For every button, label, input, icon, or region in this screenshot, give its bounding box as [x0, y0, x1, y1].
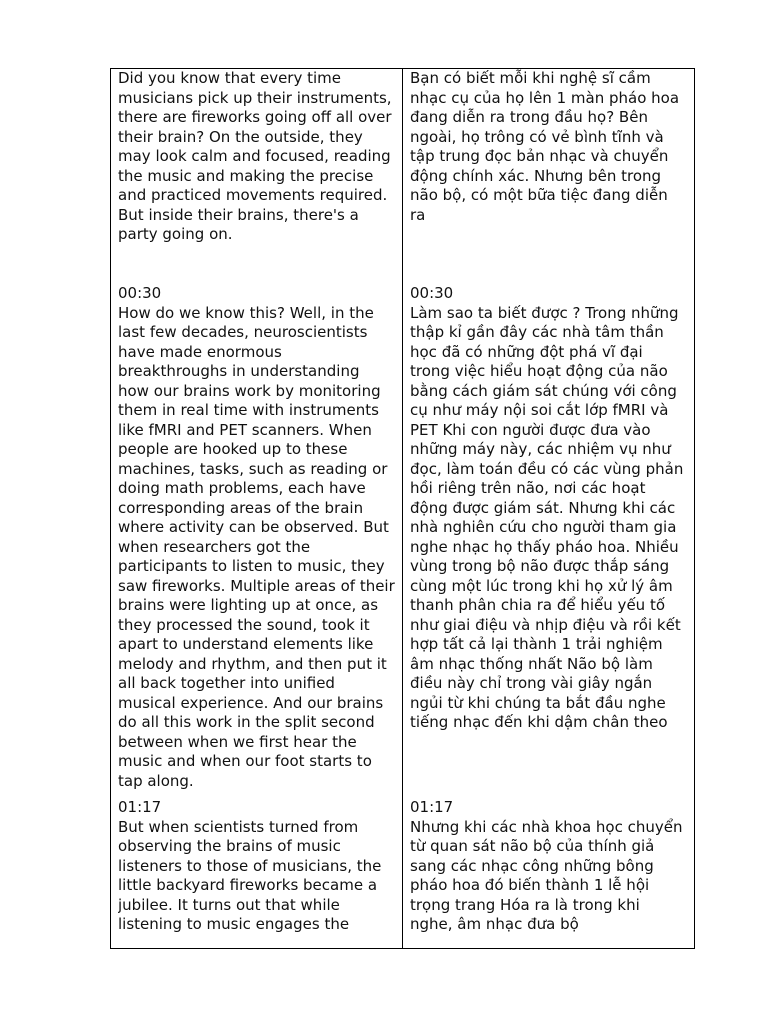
english-paragraph-1: Did you know that every time musicians pick up their instruments, there are fireworks going off all over their brain? On the outside, they may look calm and focused, reading the music and making the precise and practiced movements required. But inside their brains, there's a party going on. [118, 69, 392, 243]
english-block-0117 [118, 798, 395, 935]
vietnamese-block-0117 [410, 798, 687, 935]
vietnamese-paragraph-1: Bạn có biết mỗi khi nghệ sĩ cầm nhạc cụ của họ lên 1 màn pháo hoa đang diễn ra trong đầu họ? Bên ngoài, họ trông có vẻ bình tĩnh và tập trung đọc bản nhạc và chuyển động chính xác. Nhưng bên trong não bộ, có một bữa tiệc đang diễn ra [410, 69, 680, 224]
english-paragraph-3: But when scientists turned from observing the brains of music listeners to those of musicians, the little backyard fireworks became a jubilee. It turns out that while listening to music engages the [118, 817, 382, 933]
vietnamese-block-0030 [410, 284, 687, 798]
vietnamese-block-intro [410, 69, 687, 284]
english-column [111, 69, 403, 948]
vietnamese-column [403, 69, 694, 948]
english-timestamp-0117: 01:17 [118, 798, 162, 816]
english-timestamp-0030: 00:30 [118, 284, 162, 302]
english-block-intro [118, 69, 395, 284]
english-block-0030 [118, 284, 395, 798]
vietnamese-paragraph-3: Nhưng khi các nhà khoa học chuyển từ quan sát não bộ của thính giả sang các nhạc công những bông pháo hoa đó biến thành 1 lễ hội trọng trang Hóa ra là trong khi nghe, âm nhạc đưa bộ [410, 817, 683, 933]
english-paragraph-2: How do we know this? Well, in the last few decades, neuroscientists have made enormous breakthroughs in understanding how our brains work by monitoring them in real time with instruments like fMRI and PET scanners. When people are hooked up to these machines, tasks, such as reading or doing math problems, each have corresponding areas of the brain where activity can be observed. But when researchers got the participants to listen to music, they saw fireworks. Multiple areas of their brains were lighting up at once, as they processed the sound, took it apart to understand elements like melody and rhythm, and then put it all back together into unified musical experience. And our brains do all this work in the split second between when we first hear the music and when our foot starts to tap along. [118, 303, 395, 790]
vietnamese-timestamp-0117: 01:17 [410, 798, 454, 816]
bilingual-transcript-table [110, 68, 695, 949]
vietnamese-paragraph-2: Làm sao ta biết được ? Trong những thập kỉ gần đây các nhà tâm thần học đã có những đột phá vĩ đại trong việc hiểu hoạt động của não bằng cách giám sát chúng với công cụ như máy nội soi cắt lớp fMRI và PET Khi con người được đưa vào những máy này, các nhiệm vụ như đọc, làm toán đều có các vùng phản hồi riêng trên não, nơi các hoạt động được giám sát. Nhưng khi các nhà nghiên cứu cho người tham gia nghe nhạc họ thấy pháo hoa. Nhiều vùng trong bộ não được thắp sáng cùng một lúc trong khi họ xử lý âm thanh phân chia ra để hiểu yếu tố như giai điệu và nhịp điệu và rồi kết hợp tất cả lại thành 1 trải nghiệm âm nhạc thống nhất Não bộ làm điều này chỉ trong vài giây ngắn ngủi từ khi chúng ta bắt đầu nghe tiếng nhạc đến khi dậm chân theo [410, 303, 684, 731]
vietnamese-timestamp-0030: 00:30 [410, 284, 454, 302]
